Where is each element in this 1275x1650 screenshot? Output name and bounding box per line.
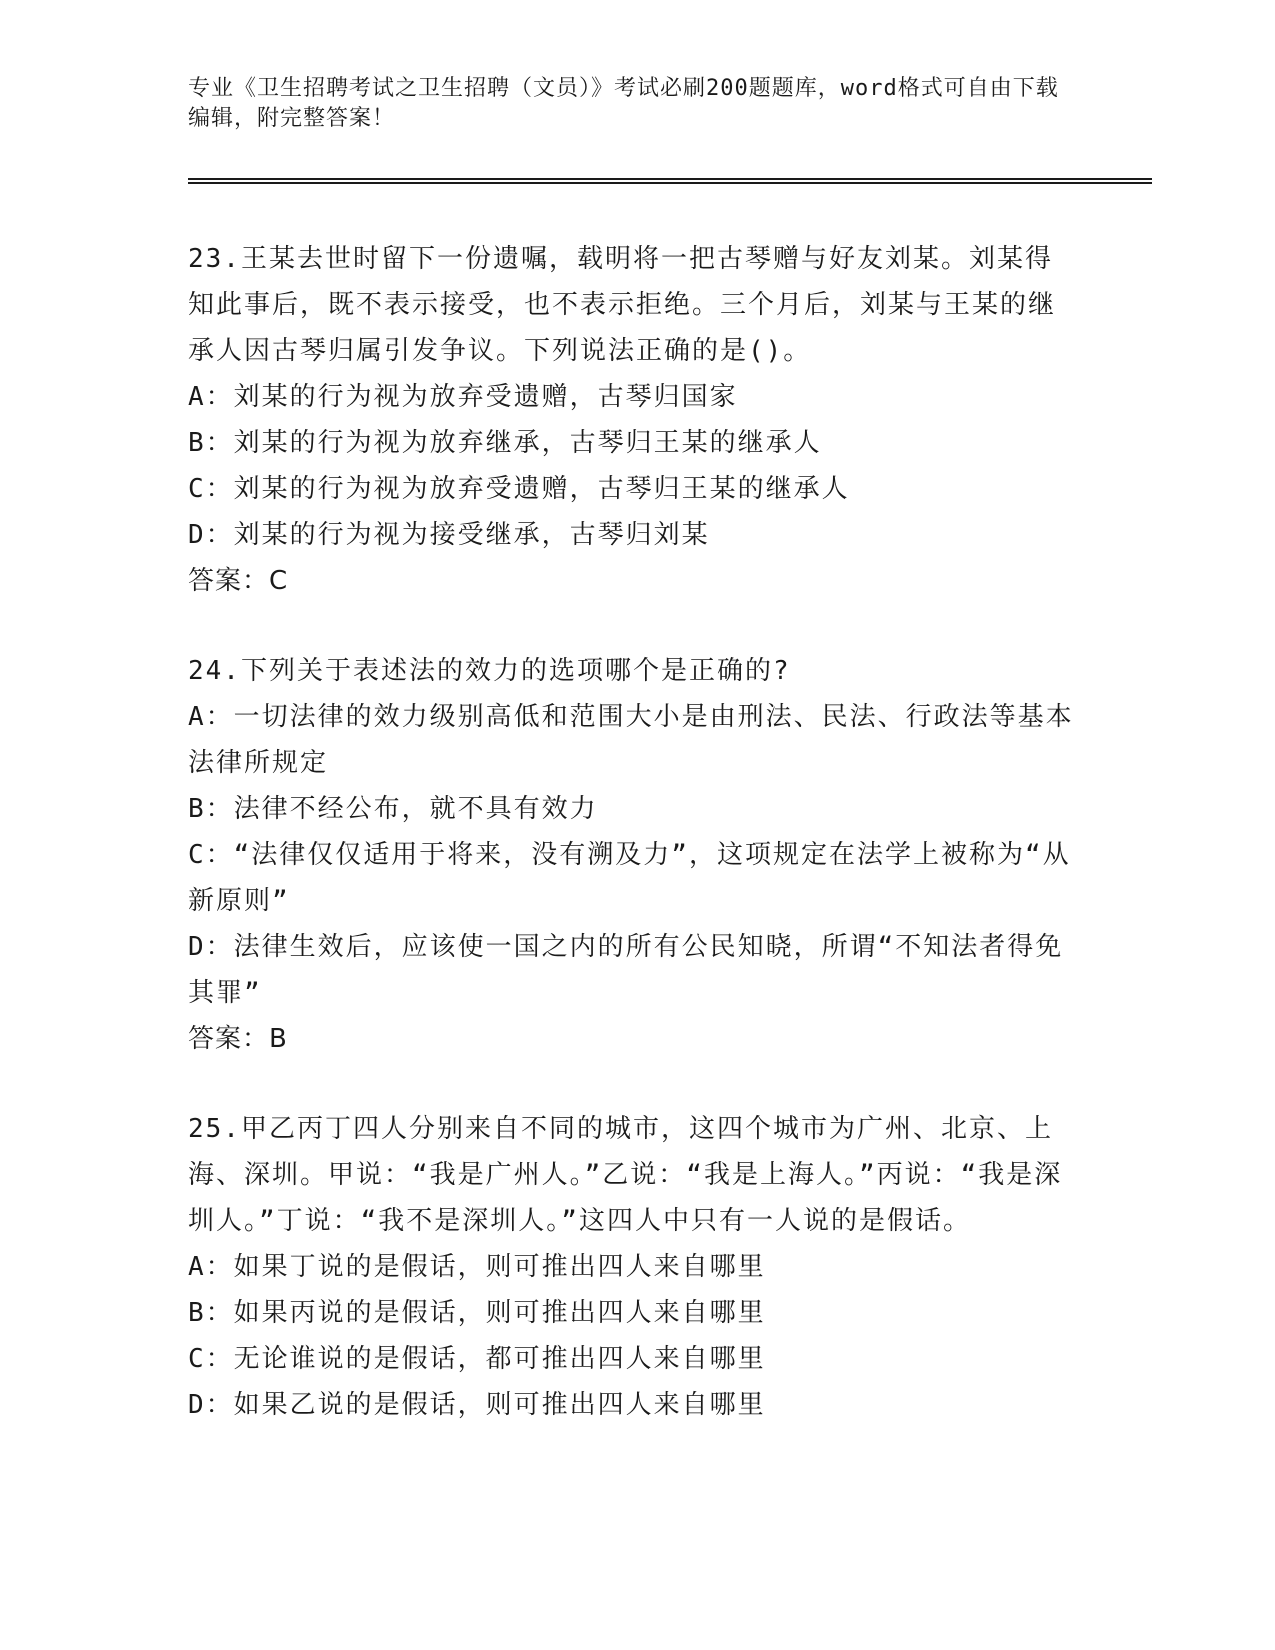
answer-line: 答案：B [188, 1024, 288, 1054]
option-a: A：刘某的行为视为放弃受遗赠，古琴归国家 [188, 382, 738, 412]
document-intro: 专业《卫生招聘考试之卫生招聘（文员）》考试必刷200题题库，word格式可自由下载编辑，附完整答案！ [188, 76, 1059, 131]
option-d: D：刘某的行为视为接受继承，古琴归刘某 [188, 520, 710, 550]
answer-line: 答案：C [188, 566, 289, 596]
question-24 [188, 648, 1078, 1062]
question-stem: 24.下列关于表述法的效力的选项哪个是正确的? [188, 656, 791, 686]
option-c: C：“法律仅仅适用于将来，没有溯及力”，这项规定在法学上被称为“从新原则” [188, 840, 1071, 916]
question-list [188, 236, 1078, 1472]
option-c: C：无论谁说的是假话，都可推出四人来自哪里 [188, 1344, 766, 1374]
option-c: C：刘某的行为视为放弃受遗赠，古琴归王某的继承人 [188, 474, 850, 504]
option-a: A：如果丁说的是假话，则可推出四人来自哪里 [188, 1252, 766, 1282]
question-25 [188, 1106, 1078, 1428]
question-23 [188, 236, 1078, 604]
question-stem: 23.王某去世时留下一份遗嘱，载明将一把古琴赠与好友刘某。刘某得知此事后，既不表示接受，也不表示拒绝。三个月后，刘某与王某的继承人因古琴归属引发争议。下列说法正确的是()。 [188, 244, 1057, 366]
option-b: B：法律不经公布，就不具有效力 [188, 794, 598, 824]
header-divider-top [188, 178, 1152, 180]
option-d: D：法律生效后，应该使一国之内的所有公民知晓，所谓“不知法者得免其罪” [188, 932, 1064, 1008]
header-divider-bottom [188, 182, 1152, 184]
option-b: B：刘某的行为视为放弃继承，古琴归王某的继承人 [188, 428, 822, 458]
option-b: B：如果丙说的是假话，则可推出四人来自哪里 [188, 1298, 766, 1328]
question-stem: 25.甲乙丙丁四人分别来自不同的城市，这四个城市为广州、北京、上海、深圳。甲说：“我是广州人。”乙说：“我是上海人。”丙说：“我是深圳人。”丁说：“我不是深圳人。”这四人中只有一人说的是假话。 [188, 1114, 1063, 1236]
option-a: A：一切法律的效力级别高低和范围大小是由刑法、民法、行政法等基本法律所规定 [188, 702, 1074, 778]
option-d: D：如果乙说的是假话，则可推出四人来自哪里 [188, 1390, 766, 1420]
